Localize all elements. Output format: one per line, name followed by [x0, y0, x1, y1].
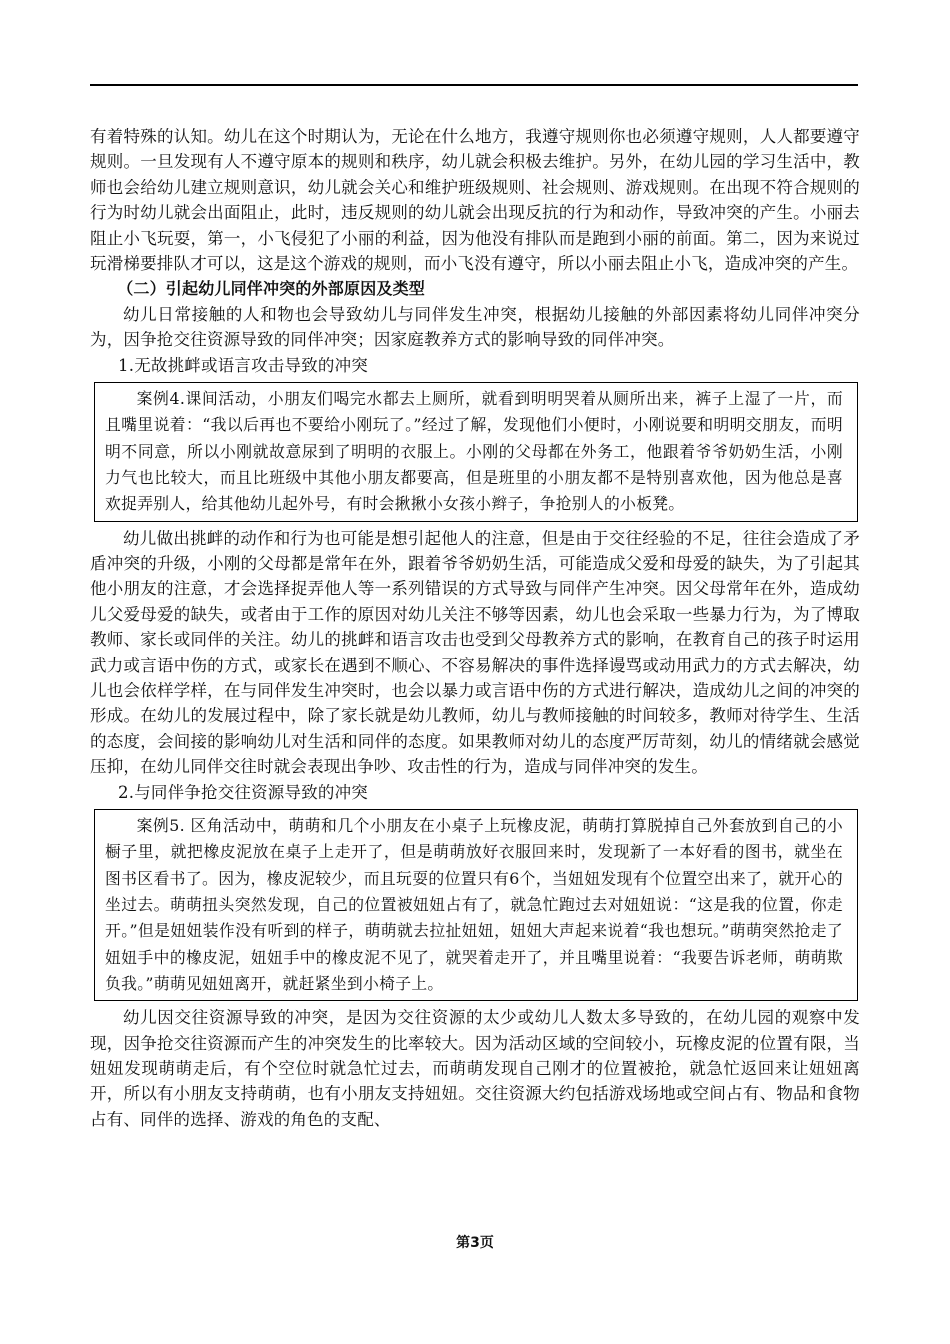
paragraph-intro: 幼儿日常接触的人和物也会导致幼儿与同伴发生冲突，根据幼儿接触的外部因素将幼儿同伴冲突分为，因争抢交往资源导致的同伴冲突；因家庭教养方式的影响导致的同伴冲突。 — [90, 304, 860, 350]
case-4-text: 案例4.课间活动，小朋友们喝完水都去上厕所，就看到明明哭着从厕所出来，裤子上湿了一片，而且嘴里说着：“我以后再也不要给小刚玩了。”经过了解，发现他们小便时，小刚说要和明明交朋友，而明明不同意，所以小刚就故意尿到了明明的衣服上。小刚的父母都在外务工，他跟着爷爷奶奶生活，小刚力气也比较大，而且比班级中其他小朋友都要高，但是班里的小朋友都不是特别喜欢他，因为他总是喜欢捉弄别人，给其他幼儿起外号，有时会揪揪小女孩小辫子，争抢别人的小板凳。 — [105, 389, 843, 514]
case-box-4 — [94, 382, 858, 521]
subheading-1: 1.无故挑衅或语言攻击导致的冲突 — [118, 355, 368, 375]
case-box-5 — [94, 809, 858, 1001]
paragraph-analysis-1: 幼儿做出挑衅的动作和行为也可能是想引起他人的注意，但是由于交往经验的不足，往往会造成了矛盾冲突的升级，小刚的父母都是常年在外，跟着爷爷奶奶生活，可能造成父爱和母爱的缺失，为了引起其他小朋友的注意，才会选择捉弄他人等一系列错误的方式导致与同伴产生冲突。因父母常年在外，造成幼儿父爱母爱的缺失，或者由于工作的原因对幼儿关注不够等因素，幼儿也会采取一些暴力行为，为了博取教师、家长或同伴的关注。幼儿的挑衅和语言攻击也受到父母教养方式的影响，在教育自己的孩子时运用武力或言语中伤的方式，或家长在遇到不顺心、不容易解决的事件选择谩骂或动用武力的方式去解决，幼儿也会依样学样，在与同伴发生冲突时，也会以暴力或言语中伤的方式进行解决，造成幼儿之间的冲突的形成。在幼儿的发展过程中，除了家长就是幼儿教师，幼儿与教师接触的时间较多，教师对待学生、生活的态度，会间接的影响幼儿对生活和同伴的态度。如果教师对幼儿的态度严厉苛刻，幼儿的情绪就会感觉压抑，在幼儿同伴交往时就会表现出争吵、攻击性的行为，造成与同伴冲突的发生。 — [90, 528, 860, 777]
case-5-text: 案例5. 区角活动中，萌萌和几个小朋友在小桌子上玩橡皮泥，萌萌打算脱掉自己外套放到自己的小橱子里，就把橡皮泥放在桌子上走开了，但是萌萌放好衣服回来时，发现新了一本好看的图书，就坐在图书区看书了。因为，橡皮泥较少，而且玩耍的位置只有6个，当妞妞发现有个位置空出来了，就开心的坐过去。萌萌扭头突然发现，自己的位置被妞妞占有了，就急忙跑过去对妞妞说：“这是我的位置，你走开。”但是妞妞装作没有听到的样子，萌萌就去拉扯妞妞，妞妞大声起来说着“我也想玩。”萌萌突然抢走了妞妞手中的橡皮泥，妞妞手中的橡皮泥不见了，就哭着走开了，并且嘴里说着：“我要告诉老师，萌萌欺负我。”萌萌见妞妞离开，就赶紧坐到小椅子上。 — [105, 816, 843, 993]
subheading-2: 2.与同伴争抢交往资源导致的冲突 — [118, 782, 368, 802]
paragraph-analysis-2: 幼儿因交往资源导致的冲突，是因为交往资源的太少或幼儿人数太多导致的，在幼儿园的观察中发现，因争抢交往资源而产生的冲突发生的比率较大。因为活动区域的空间较小，玩橡皮泥的位置有限，当妞妞发现萌萌走后，有个空位时就急忙过去，而萌萌发现自己刚才的位置被抢，就急忙返回来让妞妞离开，所以有小朋友支持萌萌，也有小朋友支持妞妞。交往资源大约包括游戏场地或空间占有、物品和食物占有、同伴的选择、游戏的角色的支配、 — [90, 1008, 860, 1129]
header-rule — [90, 84, 858, 86]
paragraph-continued: 有着特殊的认知。幼儿在这个时期认为，无论在什么地方，我遵守规则你也必须遵守规则，人人都要遵守规则。一旦发现有人不遵守原本的规则和秩序，幼儿就会积极去维护。另外，在幼儿园的学习生活中，教师也会给幼儿建立规则意识，幼儿就会关心和维护班级规则、社会规则、游戏规则。在出现不符合规则的行为时幼儿就会出面阻止，此时，违反规则的幼儿就会出现反抗的行为和动作，导致冲突的产生。小丽去阻止小飞玩耍，第一，小飞侵犯了小丽的利益，因为他没有排队而是跑到小丽的前面。第二，因为来说过玩滑梯要排队才可以，这是这个游戏的规则，而小飞没有遵守，所以小丽去阻止小飞，造成冲突的产生。 — [90, 127, 860, 274]
page-body — [90, 124, 860, 1132]
page-number: 第3页 — [456, 1235, 494, 1251]
section-heading: （二）引起幼儿同伴冲突的外部原因及类型 — [117, 279, 425, 299]
